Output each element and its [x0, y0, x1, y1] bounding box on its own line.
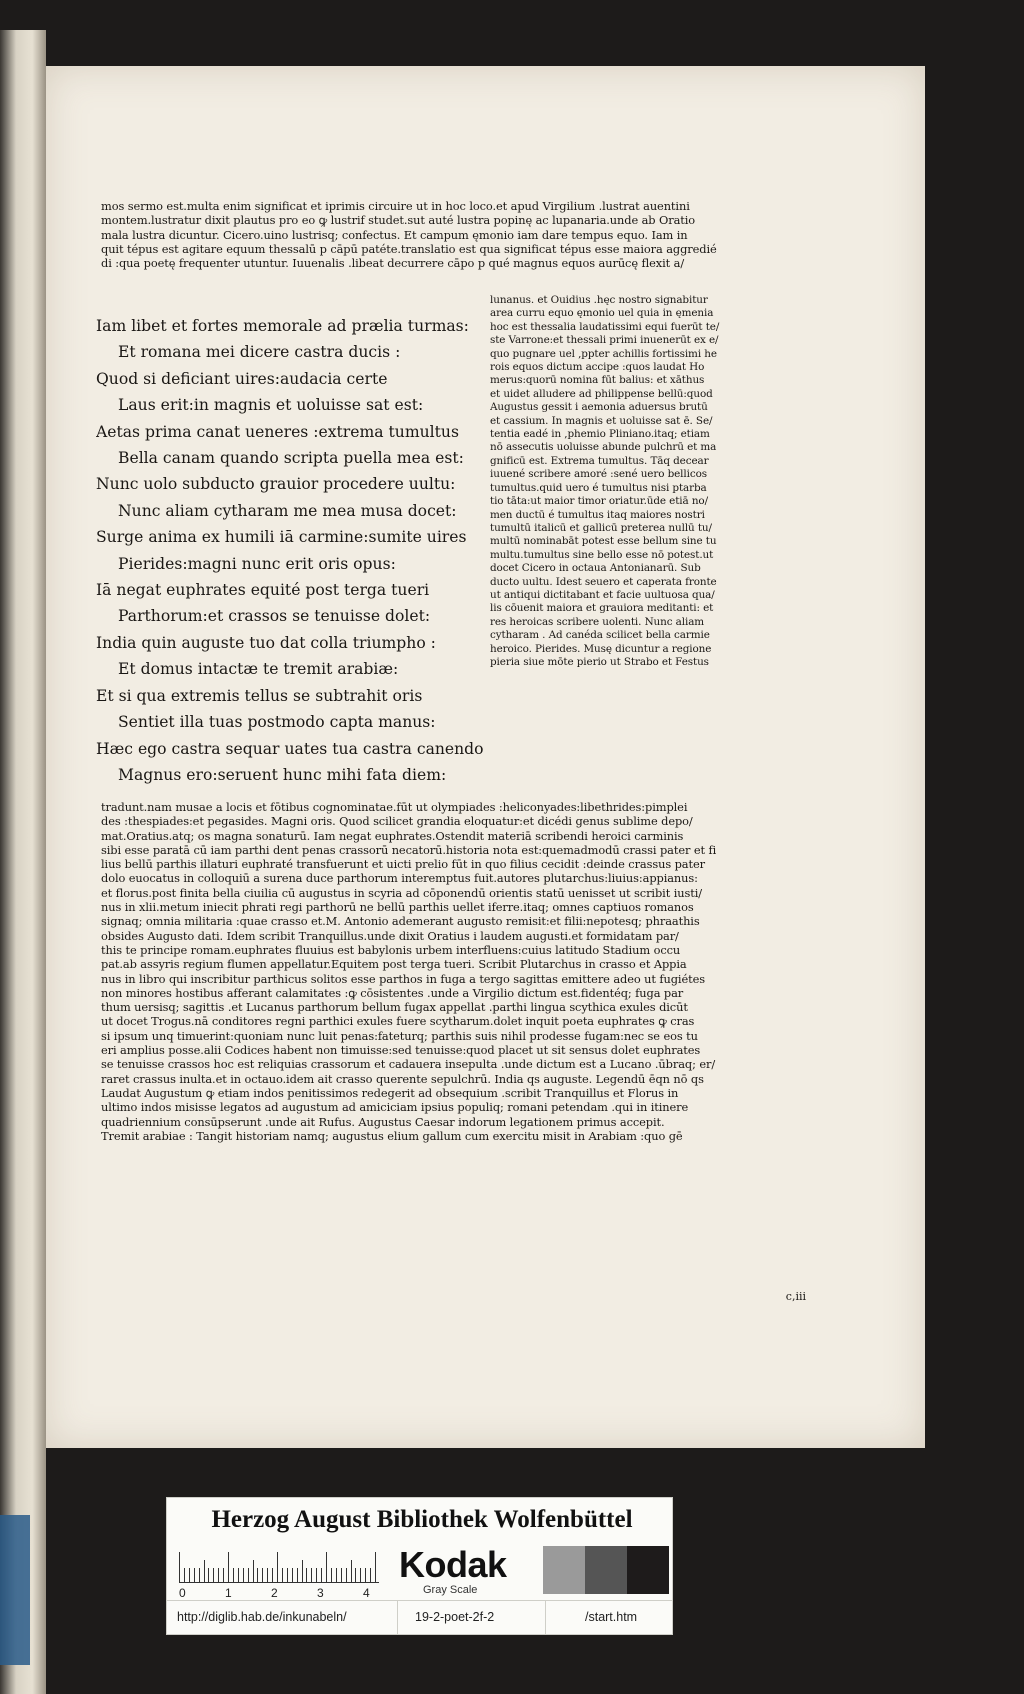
ruler-tick	[243, 1568, 244, 1582]
top-line: montem.lustratur dixit plautus pro eo ꝙ lustrif studet.sut auté lustra popinę ac lupanaria.unde ab Oratio	[101, 213, 696, 228]
top-line: di :qua poetę frequenter utuntur. Iuuenalis .libeat decurrere cāpo p qué magnus equos aurūcę flexit a/	[101, 256, 685, 271]
ruler-tick	[360, 1568, 361, 1582]
ruler-tick	[218, 1568, 219, 1582]
ruler-tick	[341, 1568, 342, 1582]
bottom-line: raret crassus inulta.et in octauo.idem ait crasso querente sepulchrū. India qs auguste. Legendū ēqn nō qs	[101, 1071, 704, 1086]
bottom-line: nus in xlii.metum iniecit phrati regi parthorū ne bellū parthis uellet iferre.itaq; omnes captiuos romanos	[101, 900, 694, 915]
bottom-line: non minores hostibus afferant calamitates :ꝙ cōsistentes .unde a Virgilio dictum est.fidentéq; fuga par	[101, 985, 684, 1000]
right-commentary-line: quo pugnare uel ,ppter achillis fortissimi he	[490, 347, 717, 360]
right-commentary-line: et uidet alludere ad philippense bellū:quod	[490, 387, 713, 400]
right-commentary-line: men ductū é tumultus itaq maiores nostri	[490, 508, 705, 521]
right-commentary-line: gnificū est. Extrema tumultus. Tāq decear	[490, 454, 709, 467]
verse-line: Iam libet et fortes memorale ad prælia turmas:	[96, 317, 469, 335]
ruler-tick	[272, 1568, 273, 1582]
ruler-number: 1	[225, 1586, 232, 1600]
verse-column	[96, 313, 496, 788]
gray-patch-light	[543, 1546, 585, 1594]
verse-line: Pierides:magni nunc erit oris opus:	[118, 554, 396, 573]
ruler-tick	[184, 1568, 185, 1582]
right-commentary-line: tumultū italicū et gallicū preterea nullū tu/	[490, 521, 712, 534]
ruler-tick	[208, 1568, 209, 1582]
commentary-right	[490, 294, 854, 669]
bottom-line: des :thespiades:et pegasides. Magni oris. Quod scilicet grandia eloquatur:et dicédi genus sublime depo/	[101, 814, 693, 829]
ruler-tick	[194, 1568, 195, 1582]
ruler-tick	[355, 1568, 356, 1582]
divider	[545, 1601, 546, 1635]
ruler-number: 0	[179, 1586, 186, 1600]
right-commentary-line: res heroicas scribere uolenti. Nunc aliam	[490, 615, 705, 628]
library-title: Herzog August Bibliothek Wolfenbüttel	[211, 1506, 633, 1533]
right-commentary-line: ut antiqui dictitabant et facie uultuosa qua/	[490, 588, 715, 601]
divider	[397, 1601, 398, 1635]
ruler-number: 3	[317, 1586, 324, 1600]
right-commentary-line: pieria siue mōte pierio ut Strabo et Festus	[490, 655, 709, 668]
verse-line: Sentiet illa tuas postmodo capta manus:	[118, 713, 436, 732]
verse-line: Magnus ero:seruent hunc mihi fata diem:	[118, 765, 447, 784]
bottom-line: this te principe romam.euphrates fluuius est babylonis urbem interfluens:cuius latitudo Stadium occu	[101, 942, 681, 957]
ruler-number: 2	[271, 1586, 278, 1600]
ruler-tick	[267, 1568, 268, 1582]
ruler-tick	[238, 1568, 239, 1582]
verse-line: Laus erit:in magnis et uoluisse sat est:	[118, 396, 424, 415]
scale-ruler	[179, 1546, 379, 1583]
bottom-line: pat.ab assyris regium flumen appellatur.Equitem post terga tueri. Scribit Plutarchus in crasso et Appia	[101, 957, 687, 972]
right-commentary-line: hoc est thessalia laudatissimi equi fuerūt te/	[490, 320, 720, 333]
facing-page-stamp	[0, 1515, 30, 1665]
bottom-line: dolo euocatus in colloquiū a surena duce parthorum interemptus fuit.autores plutarchus:liuius:appianus:	[101, 871, 698, 886]
start-link[interactable]: /start.htm	[585, 1610, 638, 1624]
bottom-line: eri amplius posse.alii Codices habent non timuisse:sed tenuisse:quod placet ut sit sensus dolet euphrates	[101, 1043, 701, 1058]
ruler-tick	[223, 1568, 224, 1582]
ruler-number: 4	[363, 1586, 370, 1600]
ruler-tick	[282, 1568, 283, 1582]
bottom-line: signaq; omnia militaria :quae crasso et.M. Antonio ademerant augusto remisit:et filii:nepotesq; phraathis	[101, 914, 700, 929]
top-line: quit tépus est agitare equum thessalū p cāpū patéte.translatio est qua significat tépus esse maiora aggredié	[101, 241, 717, 256]
verse-line: Et domus intactæ te tremit arabiæ:	[118, 660, 399, 679]
gray-patch-mid	[585, 1546, 627, 1594]
ruler-tick	[370, 1568, 371, 1582]
book-page	[46, 66, 925, 1448]
color-target-strip	[166, 1497, 673, 1635]
right-commentary-line: tio tāta:ut maior timor oriatur.ūde etiā no/	[490, 495, 708, 508]
verse-line: India quin auguste tuo dat colla triumpho :	[96, 633, 436, 652]
right-commentary-line: nō assecutis uoluisse abunde pulchrū et ma	[490, 441, 717, 454]
ruler-tick	[331, 1568, 332, 1582]
bottom-line: ultimo indos misisse legatos ad augustum ad amiciciam ipsius populiq; romani petendam .qui in itinere	[101, 1100, 689, 1115]
ruler-tick	[351, 1560, 352, 1582]
verse-line: Surge anima ex humili iā carmine:sumite uires	[96, 528, 467, 547]
ruler-tick	[233, 1568, 234, 1582]
right-commentary-line: heroico. Pierides. Musę dicuntur a regione	[490, 642, 712, 655]
right-commentary-line: tentia eadé in ,phemio Pliniano.itaq; etiam	[490, 428, 710, 441]
verse-line: Quod si deficiant uires:audacia certe	[96, 369, 388, 388]
verse-line: Hæc ego castra sequar uates tua castra canendo	[96, 739, 484, 758]
bottom-line: et florus.post finita bella ciuilia cū augustus in scyria ad cōponendū orientis statū uenisset ut scribit iusti/	[101, 885, 702, 900]
bottom-line: se tenuisse crassos hoc est reliquias crassorum et cadauera insepulta .unde dictum est a Lucano .ūbraq; er/	[101, 1057, 716, 1072]
bottom-line: quadriennium consūpserunt .unde ait Rufus. Augustus Caesar indorum legationem primus accepit.	[101, 1114, 665, 1129]
verse-line: Nunc aliam cytharam me mea musa docet:	[118, 501, 457, 520]
ruler-tick	[316, 1568, 317, 1582]
bottom-line: nus in libro qui inscribitur parthicus solitos esse parthos in fuga a tergo sagittas emittere adeo ut fugiétes	[101, 971, 705, 986]
ruler-tick	[262, 1568, 263, 1582]
right-commentary-line: rois equos dictum accipe :quos laudat Ho	[490, 361, 705, 374]
verse-line: Aetas prima canat ueneres :extrema tumultus	[96, 422, 459, 441]
bottom-line: si ipsum unq timuerint:quoniam nunc luit penas:fateturq; parthis suis nihil prodesse fugam:nec se eos tu	[101, 1028, 698, 1043]
right-commentary-line: lunanus. et Ouidius .hęc nostro signabitur	[490, 294, 708, 306]
right-commentary-line: iuuené scribere amoré :sené uero bellicos	[490, 468, 707, 481]
ruler-tick	[306, 1568, 307, 1582]
right-commentary-line: cytharam . Ad canéda scilicet bella carmie	[490, 629, 710, 642]
kodak-logo: Kodak	[399, 1544, 507, 1585]
bottom-line: lius bellū parthis illaturi euphraté transfuerunt et uicti prelio fūt in quo filius cecidit :deinde crassus pater	[101, 857, 705, 872]
ruler-tick	[311, 1568, 312, 1582]
ruler-tick	[228, 1552, 229, 1582]
verse-line: Iā negat euphrates equité post terga tueri	[96, 581, 430, 600]
bottom-line: Tremit arabiae : Tangit historiam namq; augustus elium gallum cum exercitu misit in Arabiam :quo gē	[101, 1128, 683, 1143]
commentary-bottom	[101, 800, 861, 1143]
url-link[interactable]: http://diglib.hab.de/inkunabeln/	[177, 1610, 347, 1624]
bottom-line: ut docet Trogus.nā conditores regni parthici exules fuere scytharum.dolet inquit poeta euphrates ꝙ cras	[101, 1014, 695, 1029]
ruler-tick	[365, 1568, 366, 1582]
right-commentary-line: lis cōuenit maiora et grauiora meditanti: et	[490, 602, 714, 615]
ruler-tick	[257, 1568, 258, 1582]
ruler-tick	[287, 1568, 288, 1582]
gray-patch-dark	[627, 1546, 669, 1594]
ruler-tick	[253, 1560, 254, 1582]
top-line: mala lustra dicuntur. Cicero.uino lustrisq; confectus. Et campum ęmonio iam dare tempus equo. Iam in	[101, 227, 688, 242]
ruler-tick	[336, 1568, 337, 1582]
right-commentary-line: multu.tumultus sine bello esse nō potest.ut	[490, 548, 714, 561]
right-commentary-line: Augustus gessit i aemonia aduersus brutū	[490, 401, 708, 414]
folio-signature: c,iii	[785, 1290, 806, 1303]
verse-line: Bella canam quando scripta puella mea est:	[118, 449, 464, 468]
bottom-line: tradunt.nam musae a locis et fōtibus cognominatae.fūt ut olympiades :heliconyades:libethrides:pimplei	[101, 800, 688, 814]
ruler-tick	[326, 1552, 327, 1582]
right-commentary-line: ste Varrone:et thessali primi inuenerūt ex e/	[490, 334, 719, 347]
verse-line: Nunc uolo subducto grauior procedere uultu:	[96, 475, 456, 494]
right-commentary-line: et cassium. In magnis et uoluisse sat ē. Se/	[490, 414, 713, 427]
ruler-tick	[204, 1560, 205, 1582]
bottom-line: obsides Augusto dati. Idem scribit Tranquillus.unde dixit Oratius i laudem augusti.et formidatam par/	[101, 928, 679, 943]
ruler-tick	[375, 1552, 376, 1582]
ruler-tick	[292, 1568, 293, 1582]
facing-page-edge	[0, 30, 46, 1694]
url-row	[167, 1600, 672, 1635]
ruler-tick	[321, 1568, 322, 1582]
ruler-tick	[277, 1552, 278, 1582]
ruler-tick	[248, 1568, 249, 1582]
right-commentary-line: docet Cicero in octaua Antonianarū. Sub	[490, 562, 701, 575]
right-commentary-line: multū nominabāt potest esse bellum sine tu	[490, 535, 717, 548]
verse-line: Et romana mei dicere castra ducis :	[118, 343, 401, 362]
verse-line: Et si qua extremis tellus se subtrahit oris	[96, 686, 423, 705]
ruler-tick	[213, 1568, 214, 1582]
bottom-line: thum uersisq; sagittis .et Lucanus parthorum bellum fugax appellat .parthi lingua scythica exules dicūt	[101, 1000, 688, 1015]
top-line: mos sermo est.multa enim significat et iprimis circuire ut in hoc loco.et apud Virgilium .lustrat auentini	[101, 199, 690, 213]
right-commentary-line: merus:quorū nomina fūt balius: et xāthus	[490, 374, 705, 387]
ruler-tick	[189, 1568, 190, 1582]
right-commentary-line: ducto uultu. Idest seuero et caperata fronte	[490, 575, 717, 588]
bottom-line: sibi esse paratā cū iam parthi dent penas crassorū necatorū.historia nota est:quemadmodū crassi pater et fi	[101, 842, 717, 857]
right-commentary-line: tumultus.quid uero é tumultus nisi ptarba	[490, 481, 707, 494]
bottom-line: mat.Oratius.atq; os magna sonaturū. Iam negat euphrates.Ostendit materiā scribendi heroici carminis	[101, 828, 684, 843]
ruler-tick	[179, 1552, 180, 1582]
shelfmark-text: 19-2-poet-2f-2	[415, 1610, 495, 1624]
ruler-tick	[346, 1568, 347, 1582]
ruler-tick	[302, 1560, 303, 1582]
commentary-top	[101, 199, 861, 270]
verse-line: Parthorum:et crassos se tenuisse dolet:	[118, 607, 431, 626]
ruler-tick	[297, 1568, 298, 1582]
right-commentary-line: area curru equo ęmonio uel quia in ęmenia	[490, 307, 714, 320]
bottom-line: Laudat Augustum ꝙ etiam indos penitissimos redegerit ad obsequium .scribit Tranquillus et Florus in	[101, 1085, 679, 1100]
ruler-tick	[199, 1568, 200, 1582]
gray-scale-label: Gray Scale	[423, 1584, 478, 1596]
